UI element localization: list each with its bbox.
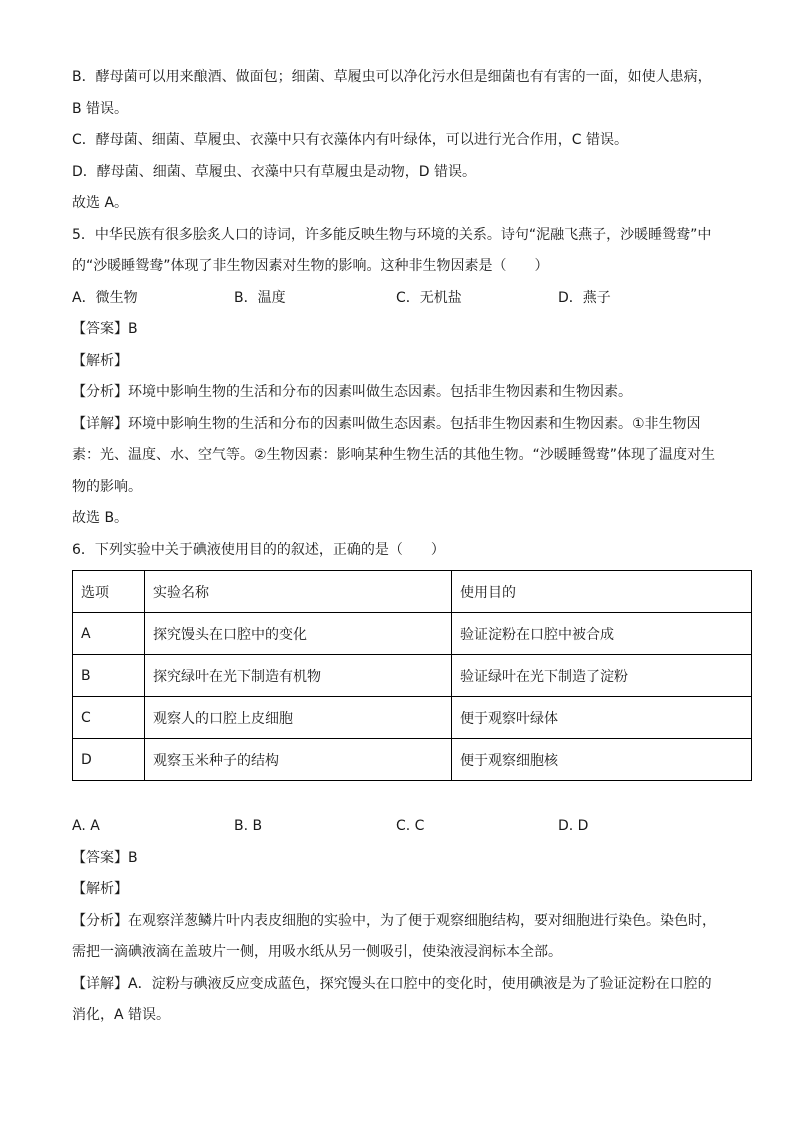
table-cell: 探究馒头在口腔中的变化 bbox=[145, 613, 452, 655]
prev-option-d: D．酵母菌、细菌、草履虫、衣藻中只有草履虫是动物，D 错误。 bbox=[72, 163, 477, 180]
q6-options bbox=[72, 811, 752, 843]
table-cell: D bbox=[73, 739, 145, 781]
table-cell: B bbox=[73, 655, 145, 697]
table-cell: 便于观察叶绿体 bbox=[452, 697, 752, 739]
q6-fenxi-text1: 在观察洋葱鳞片叶内表皮细胞的实验中，为了便于观察细胞结构，要对细胞进行染色。染色时， bbox=[128, 912, 716, 929]
q6-table bbox=[72, 570, 752, 781]
prev-option-c: C．酵母菌、细菌、草履虫、衣藻中只有衣藻体内有叶绿体，可以进行光合作用，C 错误。 bbox=[72, 132, 628, 148]
prev-option-b-line2: B 错误。 bbox=[72, 100, 129, 117]
table-cell: 探究绿叶在光下制造有机物 bbox=[145, 655, 452, 697]
table-header-cell: 选项 bbox=[73, 571, 145, 613]
q6-answer-tag: 【答案】 bbox=[72, 849, 128, 866]
prev-option-b-line1: B．酵母菌可以用来酿酒、做面包；细菌、草履虫可以净化污水但是细菌也有有害的一面，如使人患病， bbox=[72, 69, 712, 85]
q6-answer bbox=[72, 843, 752, 875]
q5-fenxi-text: 环境中影响生物的生活和分布的因素叫做生态因素。包括非生物因素和生物因素。 bbox=[128, 384, 632, 400]
q6-answer-value: B bbox=[128, 849, 138, 866]
q6-option-a: A. A bbox=[72, 818, 100, 834]
q6-xiangjie-text1: A．淀粉与碘液反应变成蓝色，探究馒头在口腔中的变化时，使用碘液是为了验证淀粉在口腔的 bbox=[128, 975, 712, 992]
q6-option-c: C. C bbox=[396, 818, 425, 834]
table-cell: 便于观察细胞核 bbox=[452, 739, 752, 781]
table-cell: 观察人的口腔上皮细胞 bbox=[145, 697, 452, 739]
q5-option-a: A．微生物 bbox=[72, 289, 138, 306]
q6-stem: 6．下列实验中关于碘液使用目的的叙述，正确的是（ ） bbox=[72, 541, 445, 558]
q5-xiangjie-line3: 物的影响。 bbox=[72, 478, 142, 495]
q5-fenxi bbox=[72, 377, 752, 409]
q5-fenxi-tag: 【分析】 bbox=[72, 384, 128, 400]
q6-fenxi-line2: 需把一滴碘液滴在盖玻片一侧，用吸水纸从另一侧吸引，使染液浸润标本全部。 bbox=[72, 944, 562, 960]
q5-xiangjie-tag: 【详解】 bbox=[72, 415, 128, 432]
q5-answer-tag: 【答案】 bbox=[72, 321, 128, 337]
table-header-cell: 实验名称 bbox=[145, 571, 452, 613]
q6-xiangjie-tag: 【详解】 bbox=[72, 975, 128, 992]
table-header-cell: 使用目的 bbox=[452, 571, 752, 613]
document-page bbox=[72, 62, 752, 1032]
table-row bbox=[73, 613, 752, 655]
table-row bbox=[73, 739, 752, 781]
q5-choice: 故选 B。 bbox=[72, 510, 129, 526]
q5-options bbox=[72, 283, 752, 315]
table-cell: C bbox=[73, 697, 145, 739]
q5-analysis-tag: 【解析】 bbox=[72, 352, 128, 369]
q5-option-b: B．温度 bbox=[234, 289, 286, 306]
q5-xiangjie-text1: 环境中影响生物的生活和分布的因素叫做生态因素。包括非生物因素和生物因素。①非生物因 bbox=[128, 415, 701, 432]
table-cell: 观察玉米种子的结构 bbox=[145, 739, 452, 781]
q6-xiangjie-line1 bbox=[72, 969, 752, 1001]
q5-option-c: C．无机盐 bbox=[396, 289, 462, 306]
q5-stem-line1: 5．中华民族有很多脍炙人口的诗词，许多能反映生物与环境的关系。诗句“泥融飞燕子，沙暖睡鸳鸯”中 bbox=[72, 226, 712, 243]
table-row bbox=[73, 697, 752, 739]
q6-option-b: B. B bbox=[234, 818, 263, 834]
q5-stem-line2: 的“沙暖睡鸳鸯”体现了非生物因素对生物的影响。这种非生物因素是（ ） bbox=[72, 258, 549, 274]
q6-fenxi-tag: 【分析】 bbox=[72, 912, 128, 929]
q5-answer bbox=[72, 314, 752, 346]
q5-xiangjie-line2: 素：光、温度、水、空气等。②生物因素：影响某种生物生活的其他生物。“沙暖睡鸳鸯”体现了温度对生 bbox=[72, 447, 716, 463]
table-header-row bbox=[73, 571, 752, 613]
table-cell: 验证淀粉在口腔中被合成 bbox=[452, 613, 752, 655]
q6-fenxi-line1 bbox=[72, 906, 752, 938]
q5-option-d: D．燕子 bbox=[558, 289, 611, 306]
q6-analysis-tag: 【解析】 bbox=[72, 881, 128, 897]
table-cell: 验证绿叶在光下制造了淀粉 bbox=[452, 655, 752, 697]
q5-xiangjie-line1 bbox=[72, 409, 752, 441]
q6-xiangjie-line2: 消化，A 错误。 bbox=[72, 1007, 171, 1023]
q6-option-d: D. D bbox=[558, 818, 589, 834]
q5-answer-value: B bbox=[128, 321, 138, 337]
table-cell: A bbox=[73, 613, 145, 655]
table-row bbox=[73, 655, 752, 697]
prev-choice: 故选 A。 bbox=[72, 195, 129, 211]
